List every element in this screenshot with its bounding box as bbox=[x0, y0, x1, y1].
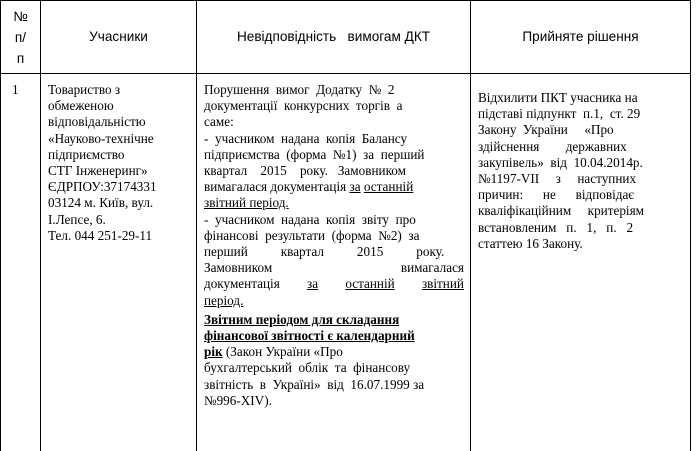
nonconformity-line bbox=[204, 195, 464, 211]
header-decision-label: Прийняте рішення bbox=[522, 28, 639, 44]
decision-line: причин: не відповідає bbox=[478, 187, 634, 203]
decision-line: №1197-VII з наступних bbox=[478, 171, 637, 187]
bold-underlined-text: рік bbox=[204, 344, 223, 360]
nonconformity-line: фінансові результати (форма №2) за bbox=[204, 227, 420, 243]
nonconformity-line: документації конкурсних торгів а bbox=[204, 98, 403, 114]
nonconformity-line bbox=[204, 260, 464, 276]
bold-underlined-text: фінансової звітності є календарний bbox=[204, 328, 415, 344]
decision-line: кваліфікаційним критеріям bbox=[478, 203, 645, 219]
nonconformity-line: - учасником надана копія звіту про bbox=[204, 211, 416, 227]
header-number-line-2: п/ bbox=[14, 29, 27, 45]
decision-line: закупівель» від 10.04.2014р. bbox=[478, 154, 643, 170]
decision-line: Відхилити ПКТ учасника на bbox=[478, 90, 638, 105]
underlined-text: останній bbox=[363, 179, 414, 195]
underlined-text: звітний період. bbox=[204, 195, 289, 211]
nonconformity-line bbox=[204, 179, 464, 195]
decision-line: здійснення державних bbox=[478, 138, 627, 154]
nonconformity-line: підприємства (форма №1) за перший bbox=[204, 146, 425, 162]
participant-cell bbox=[48, 82, 194, 244]
participant-line: І.Лепсе, 6. bbox=[48, 211, 106, 227]
header-number-line-3: п bbox=[16, 50, 25, 66]
nonconformity-line: перший квартал 2015 року. bbox=[204, 244, 445, 260]
underlined-text: за bbox=[307, 276, 319, 292]
nonconformity-line bbox=[204, 344, 464, 360]
nonconformity-line: №996-XIV). bbox=[204, 392, 272, 408]
header-nonconformity bbox=[197, 1, 470, 73]
participant-line: ЄДРПОУ:37174331 bbox=[48, 179, 157, 195]
participant-line: «Науково-технічне bbox=[48, 130, 154, 146]
nonconformity-line: квартал 2015 року. Замовником bbox=[204, 163, 406, 179]
nonconformity-line bbox=[204, 312, 464, 328]
nonconformity-text: вимагалася документація bbox=[204, 179, 350, 195]
participant-line: Товариство з bbox=[48, 82, 121, 97]
nonconformity-text: документація bbox=[204, 276, 280, 292]
row-number: 1 bbox=[12, 82, 19, 97]
nonconformity-text: Замовником bbox=[204, 260, 273, 276]
underlined-text: період. bbox=[204, 292, 244, 308]
participant-line: відповідальністю bbox=[48, 114, 146, 130]
participant-line: Тел. 044 251-29-11 bbox=[48, 227, 153, 243]
header-participants-label: Учасники bbox=[89, 28, 148, 44]
participant-line: обмеженою bbox=[48, 98, 114, 114]
header-participants bbox=[41, 1, 196, 73]
decision-line: статтею 16 Закону. bbox=[478, 235, 583, 251]
nonconformity-line: саме: bbox=[204, 114, 234, 130]
nonconformity-line: - учасником надана копія Балансу bbox=[204, 130, 408, 146]
nonconformity-line: Порушення вимог Додатку № 2 bbox=[204, 82, 395, 97]
header-decision bbox=[471, 1, 690, 73]
header-row-divider bbox=[0, 73, 691, 74]
underlined-text: звітний bbox=[421, 276, 464, 292]
participant-line: підприємство bbox=[48, 146, 125, 162]
nonconformity-text: (Закон України «Про bbox=[222, 344, 343, 360]
underlined-text: за bbox=[349, 179, 361, 195]
header-number bbox=[1, 1, 40, 73]
table-border-right bbox=[690, 0, 691, 451]
nonconformity-line bbox=[204, 328, 464, 344]
underlined-text: останній bbox=[345, 276, 395, 292]
decision-line: підставі підпункт п.1, ст. 29 bbox=[478, 106, 641, 122]
decision-cell bbox=[478, 90, 688, 252]
nonconformity-text: вимагалася bbox=[400, 260, 464, 276]
nonconformity-line bbox=[204, 276, 464, 292]
nonconformity-line: бухгалтерський облік та фінансову bbox=[204, 360, 411, 376]
participant-line: СТГ Інженеринг» bbox=[48, 163, 148, 179]
decision-line: Закону України «Про bbox=[478, 122, 614, 138]
nonconformity-cell bbox=[204, 82, 464, 409]
decision-line: встановленим п. 1, п. 2 bbox=[478, 219, 634, 235]
header-number-line-1: № bbox=[13, 8, 28, 24]
bold-underlined-text: Звітним періодом для складання bbox=[204, 311, 400, 327]
header-nonconformity-label: Невідповідність вимогам ДКТ bbox=[236, 28, 431, 44]
nonconformity-line bbox=[204, 293, 464, 309]
nonconformity-line: звітність в Україні» від 16.07.1999 за bbox=[204, 376, 425, 392]
participant-line: 03124 м. Київ, вул. bbox=[48, 195, 154, 211]
